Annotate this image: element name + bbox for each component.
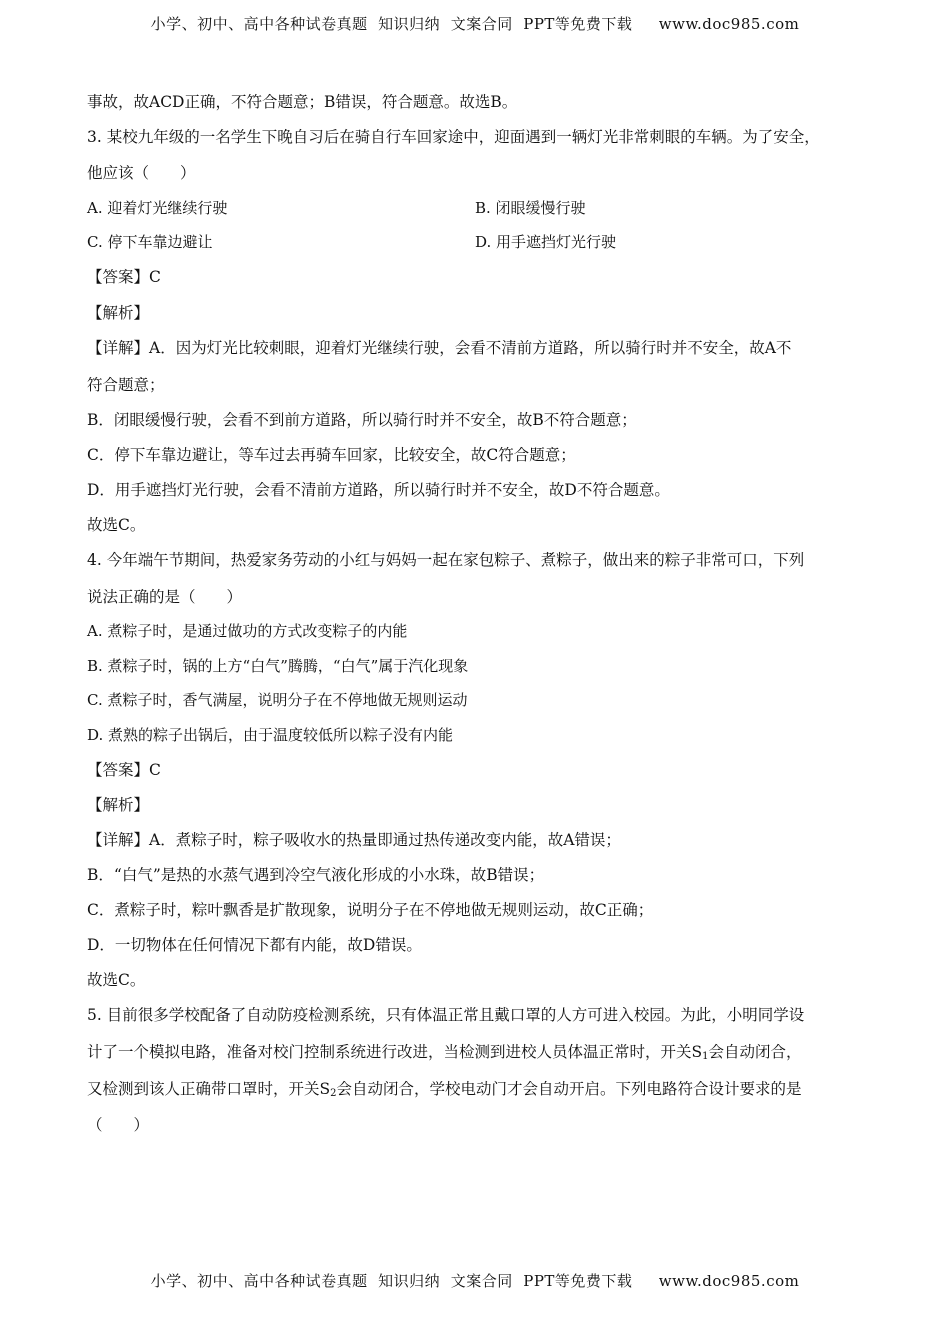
q4-option-c: C. 煮粽子时，香气满屋，说明分子在不停地做无规则运动 <box>87 691 468 709</box>
question-5-stem: （ ） <box>87 1116 150 1134</box>
subscript: 1 <box>702 1051 709 1062</box>
stem-text: 又检测到该人正确带口罩时，开关S <box>87 1080 331 1098</box>
q3-option-b: B. 闭眼缓慢行驶 <box>475 199 586 217</box>
detail-tag: 【详解】 <box>87 831 150 849</box>
stem-text: 会自动闭合， <box>708 1043 802 1061</box>
page-footer: 小学、初中、高中各种试卷真题 知识归纳 文案合同 PPT等免费下载 www.doc985.com <box>150 1272 800 1290</box>
q3-detail <box>87 336 868 358</box>
q3-option-d: D. 用手遮挡灯光行驶 <box>475 233 617 251</box>
subscript: 2 <box>330 1088 337 1099</box>
q4-option-b: B. 煮粽子时，锅的上方“白气”腾腾，“白气”属于汽化现象 <box>87 657 469 675</box>
q4-answer <box>87 758 868 780</box>
q3-conclusion: 故选C。 <box>87 516 146 534</box>
answer-value: C <box>149 761 161 779</box>
question-3-stem: 他应该（ ） <box>87 164 196 182</box>
q3-option-a: A. 迎着灯光继续行驶 <box>87 199 228 217</box>
q3-detail-line: 符合题意； <box>87 376 165 394</box>
question-5-stem <box>87 1077 868 1099</box>
detail-tag: 【详解】 <box>87 339 150 357</box>
question-3-stem: 3. 某校九年级的一名学生下晚自习后在骑自行车回家途中，迎面遇到一辆灯光非常刺眼的车辆。为了安全， <box>87 128 820 146</box>
q4-analysis-tag: 【解析】 <box>87 796 150 814</box>
stem-text: 计了一个模拟电路，准备对校门控制系统进行改进，当检测到进校人员体温正常时，开关S <box>87 1043 703 1061</box>
q4-detail <box>87 828 868 850</box>
q3-detail-line: B．闭眼缓慢行驶，会看不到前方道路，所以骑行时并不安全，故B不符合题意； <box>87 411 637 429</box>
q4-detail-line: C．煮粽子时，粽叶飘香是扩散现象，说明分子在不停地做无规则运动，故C正确； <box>87 901 654 919</box>
q3-analysis-tag: 【解析】 <box>87 304 150 322</box>
q4-option-a: A. 煮粽子时，是通过做功的方式改变粽子的内能 <box>87 622 408 640</box>
q3-detail-line: C．停下车靠边避让，等车过去再骑车回家，比较安全，故C符合题意； <box>87 446 576 464</box>
page-header: 小学、初中、高中各种试卷真题 知识归纳 文案合同 PPT等免费下载 www.doc985.com <box>150 15 800 33</box>
q4-option-d: D. 煮熟的粽子出锅后，由于温度较低所以粽子没有内能 <box>87 726 454 744</box>
q4-conclusion: 故选C。 <box>87 971 146 989</box>
question-5-stem: 5. 目前很多学校配备了自动防疫检测系统，只有体温正常且戴口罩的人方可进入校园。为此，小明同学设 <box>87 1006 805 1024</box>
detail-text: A．煮粽子时，粽子吸收水的热量即通过热传递改变内能，故A错误； <box>149 831 621 849</box>
q3-option-c: C. 停下车靠边避让 <box>87 233 213 251</box>
question-5-stem <box>87 1040 868 1062</box>
answer-value: C <box>149 268 161 286</box>
stem-text: 会自动闭合，学校电动门才会自动开启。下列电路符合设计要求的是 <box>336 1080 802 1098</box>
question-4-stem: 4. 今年端午节期间，热爱家务劳动的小红与妈妈一起在家包粽子、煮粽子，做出来的粽子非常可口，下列 <box>87 551 805 569</box>
q4-detail-line: B．“白气”是热的水蒸气遇到冷空气液化形成的小水珠，故B错误； <box>87 866 545 884</box>
q4-detail-line: D．一切物体在任何情况下都有内能，故D错误。 <box>87 936 422 954</box>
detail-text: A．因为灯光比较刺眼，迎着灯光继续行驶，会看不清前方道路，所以骑行时并不安全，故A不 <box>149 339 792 357</box>
text-line: 事故，故ACD正确，不符合题意；B错误，符合题意。故选B。 <box>87 93 518 111</box>
q3-detail-line: D．用手遮挡灯光行驶，会看不清前方道路，所以骑行时并不安全，故D不符合题意。 <box>87 481 670 499</box>
question-4-stem: 说法正确的是（ ） <box>87 588 243 606</box>
answer-tag: 【答案】 <box>87 268 150 286</box>
answer-tag: 【答案】 <box>87 761 150 779</box>
q3-answer <box>87 265 868 287</box>
